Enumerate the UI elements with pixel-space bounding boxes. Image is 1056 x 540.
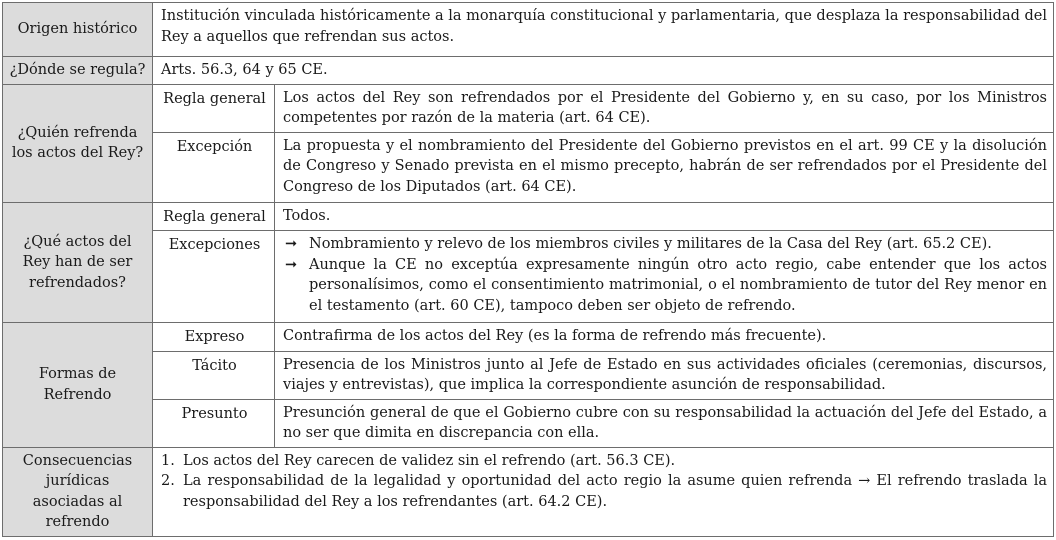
row-quien-excepcion — [3, 132, 1054, 202]
row-que-excepciones — [3, 231, 1054, 323]
que-regla-general-text: Todos. — [275, 202, 1054, 231]
row-formas-presunto — [3, 399, 1054, 447]
que-regla-general-label: Regla general — [153, 202, 275, 231]
list-item — [283, 255, 1047, 317]
header-donde-se-regula: ¿Dónde se regula? — [3, 57, 153, 85]
row-formas-expreso — [3, 323, 1054, 352]
origen-text: Institución vinculada históricamente a la monarquía constitucional y parlamentaria, que desplaza la responsabilidad del Rey a aquellos que refrendan sus actos. — [153, 3, 1054, 57]
excepcion-item-text: Nombramiento y relevo de los miembros civiles y militares de la Casa del Rey (art. 65.2 CE). — [309, 236, 992, 252]
formas-presunto-text: Presunción general de que el Gobierno cubre con su responsabilidad la actuación del Jefe del Estado, a no ser que dimita en discrepancia con ella. — [275, 399, 1054, 447]
row-formas-tacito — [3, 351, 1054, 399]
que-excepciones-list — [275, 231, 1054, 323]
quien-excepcion-label: Excepción — [153, 132, 275, 202]
header-que-actos: ¿Qué actos del Rey han de ser refrendados? — [3, 202, 153, 323]
quien-regla-general-label: Regla general — [153, 84, 275, 132]
excepcion-item-text: Aunque la CE no exceptúa expresamente ningún otro acto regio, cabe entender que los actos personalísimos, como el consentimiento matrimonial, o el nombramiento de tutor del Rey menor en el testamento (art. 60 CE), tampoco deben ser objeto de refrendo. — [309, 256, 1047, 314]
regula-text: Arts. 56.3, 64 y 65 CE. — [153, 57, 1054, 85]
formas-tacito-label: Tácito — [153, 351, 275, 399]
formas-expreso-text: Contrafirma de los actos del Rey (es la forma de refrendo más frecuente). — [275, 323, 1054, 352]
arrow-right-icon: ➞ — [285, 236, 298, 252]
formas-tacito-text: Presencia de los Ministros junto al Jefe de Estado en sus actividades oficiales (ceremonias, discursos, viajes y entrevistas), que implica la correspondiente asunción de responsabilidad. — [275, 351, 1054, 399]
list-item — [161, 451, 1047, 472]
consecuencia-text: La responsabilidad de la legalidad y oportunidad del acto regio la asume quien refrenda → El refrendo traslada la responsabilidad del Rey a los refrendantes (art. 64.2 CE). — [183, 473, 1047, 510]
consecuencia-text: Los actos del Rey carecen de validez sin el refrendo (art. 56.3 CE). — [183, 452, 676, 469]
row-regula — [3, 57, 1054, 85]
header-origen-historico: Origen histórico — [3, 3, 153, 57]
list-item — [283, 234, 1047, 255]
header-quien-refrenda: ¿Quién refrenda los actos del Rey? — [3, 84, 153, 202]
refrendo-summary-table — [2, 2, 1054, 537]
list-item — [161, 471, 1047, 512]
row-que-regla-general — [3, 202, 1054, 231]
header-formas-refrendo: Formas de Refrendo — [3, 323, 153, 448]
consecuencias-list — [153, 447, 1054, 536]
que-excepciones-label: Excepciones — [153, 231, 275, 323]
arrow-right-icon: ➞ — [285, 256, 298, 273]
row-quien-regla-general — [3, 84, 1054, 132]
row-consecuencias — [3, 447, 1054, 536]
header-consecuencias: Consecuencias jurídicas asociadas al refrendo — [3, 447, 153, 536]
row-origen — [3, 3, 1054, 57]
quien-regla-general-text: Los actos del Rey son refrendados por el Presidente del Gobierno y, en su caso, por los Ministros competentes por razón de la materia (art. 64 CE). — [275, 84, 1054, 132]
item-number: 1. — [161, 452, 175, 469]
formas-expreso-label: Expreso — [153, 323, 275, 352]
item-number: 2. — [161, 473, 175, 489]
quien-excepcion-text: La propuesta y el nombramiento del Presidente del Gobierno previstos en el art. 99 CE y la disolución de Congreso y Senado prevista en el mismo precepto, habrán de ser refrendados por el Presidente del Congreso de los Diputados (art. 64 CE). — [275, 132, 1054, 202]
formas-presunto-label: Presunto — [153, 399, 275, 447]
